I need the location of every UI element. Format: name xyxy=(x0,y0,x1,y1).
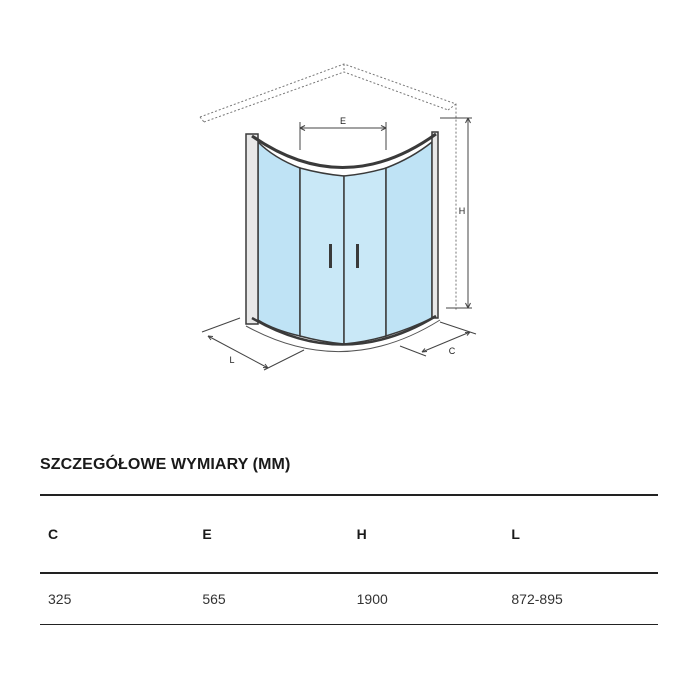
header-l: L xyxy=(503,495,658,573)
table-row xyxy=(40,573,658,625)
right-post xyxy=(432,132,438,318)
label-l: L xyxy=(229,355,235,365)
cell-l-value: 872-895 xyxy=(503,573,658,625)
cell-c-value: 325 xyxy=(40,573,194,625)
glass-panel-left xyxy=(258,142,300,336)
label-c: C xyxy=(448,346,456,356)
section-title: SZCZEGÓŁOWE WYMIARY (MM) xyxy=(40,456,291,473)
label-h: H xyxy=(458,206,466,216)
header-h: H xyxy=(349,495,504,573)
cell-e-value: 565 xyxy=(194,573,348,625)
label-e: E xyxy=(339,116,347,126)
glass-door-right xyxy=(344,168,386,344)
handle-right-icon xyxy=(356,244,359,268)
dimensions-table xyxy=(40,494,658,625)
header-c: C xyxy=(40,495,194,573)
left-post xyxy=(246,134,258,324)
glass-door-left xyxy=(300,168,344,344)
table-header-row xyxy=(40,495,658,573)
cell-h-value: 1900 xyxy=(349,573,504,625)
glass-panel-right xyxy=(386,142,432,336)
header-e: E xyxy=(194,495,348,573)
glass-panels xyxy=(258,142,432,344)
handle-left-icon xyxy=(329,244,332,268)
dimension-e xyxy=(300,122,386,150)
